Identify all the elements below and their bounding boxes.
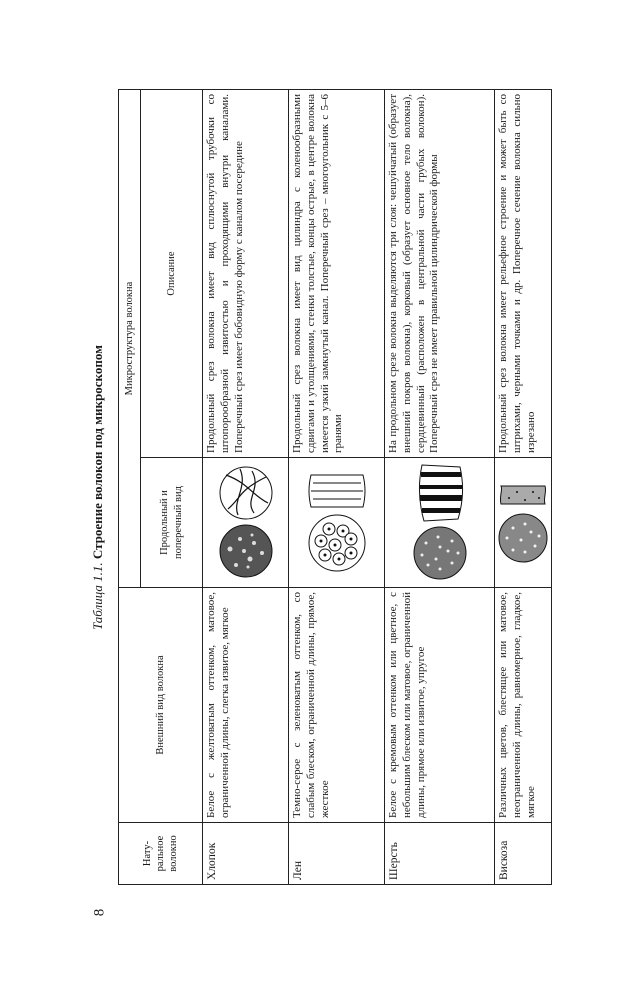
fiber-name: Шерсть [385, 823, 495, 885]
fiber-structure-table [118, 89, 552, 885]
wool-fiber-micrograph [385, 458, 495, 588]
viscose-longitudinal [497, 481, 549, 511]
header-fiber: Нату-ральное волокно [119, 823, 203, 885]
fiber-description: На продольном срезе волокна выделяются три слоя: чешуйчатый (образует внешний покров волокна), корковый (образует основное тело волокна), сердцевинный (расположен в центральной части грубых волокон). Поперечный срез не имеет правильной цилиндрической формы [385, 90, 495, 458]
fiber-appearance: Белое с кремовым оттенком или цветное, с небольшим блеском или матовое, ограниченной длины, прямое или извитое, упругое [385, 588, 495, 823]
cotton-longitudinal [218, 466, 274, 522]
header-microstructure: Микроструктура волокна [119, 90, 141, 588]
table-row [203, 90, 289, 885]
caption-title: Строение волокон под микроскопом [90, 345, 105, 560]
flax-longitudinal [307, 472, 367, 512]
fiber-appearance: Темно-серое с зеленоватым оттенком, со слабым блеском, ограниченной длины, прямое, жесткое [289, 588, 385, 823]
rotated-table-container [90, 90, 552, 885]
fiber-description: Продольный срез волокна имеет рельефное строение и может быть со штрихами, черными точками и др. Поперечное сечение волокна сильно изрезано [495, 90, 552, 458]
wool-longitudinal [412, 464, 468, 524]
fiber-appearance: Белое с желтоватым оттенком, матовое, ограниченной длины, слегка извитое, мягкое [203, 588, 289, 823]
fiber-appearance: Различных цветов, блестящее или матовое, неограниченной длины, равномерное, гладкое, мягкое [495, 588, 552, 823]
table-row [495, 90, 552, 885]
viscose-cross-section [497, 513, 549, 565]
fiber-name: Вискоза [495, 823, 552, 885]
table-caption [90, 90, 106, 885]
flax-cross-section [307, 514, 367, 574]
viscose-fiber-micrograph [495, 458, 552, 588]
fiber-description: Продольный срез волокна имеет вид сплюснутой трубочки со штопорообразной извитостью и проходящими внутри каналами. Поперечный срез имеет бобовидную форму с каналом посередине [203, 90, 289, 458]
table-row [385, 90, 495, 885]
page-number: 8 [91, 908, 108, 917]
fiber-name: Лен [289, 823, 385, 885]
cotton-fiber-micrograph [203, 458, 289, 588]
wool-cross-section [412, 526, 468, 582]
fiber-name: Хлопок [203, 823, 289, 885]
header-view: Продольный и поперечный вид [141, 458, 203, 588]
header-description: Описание [141, 90, 203, 458]
flax-fiber-micrograph [289, 458, 385, 588]
cotton-cross-section [218, 524, 274, 580]
table-row [289, 90, 385, 885]
fiber-description: Продольный срез волокна имеет вид цилиндра с коленообразными сдвигами и утолщениями, стенки толстые, концы острые, в центре волокна имеется узкий замкнутый канал. Поперечный срез – многоугольник с 5–6 гранями [289, 90, 385, 458]
caption-number: Таблица 1.1. [90, 562, 105, 630]
header-appearance: Внешний вид волокна [119, 588, 203, 823]
